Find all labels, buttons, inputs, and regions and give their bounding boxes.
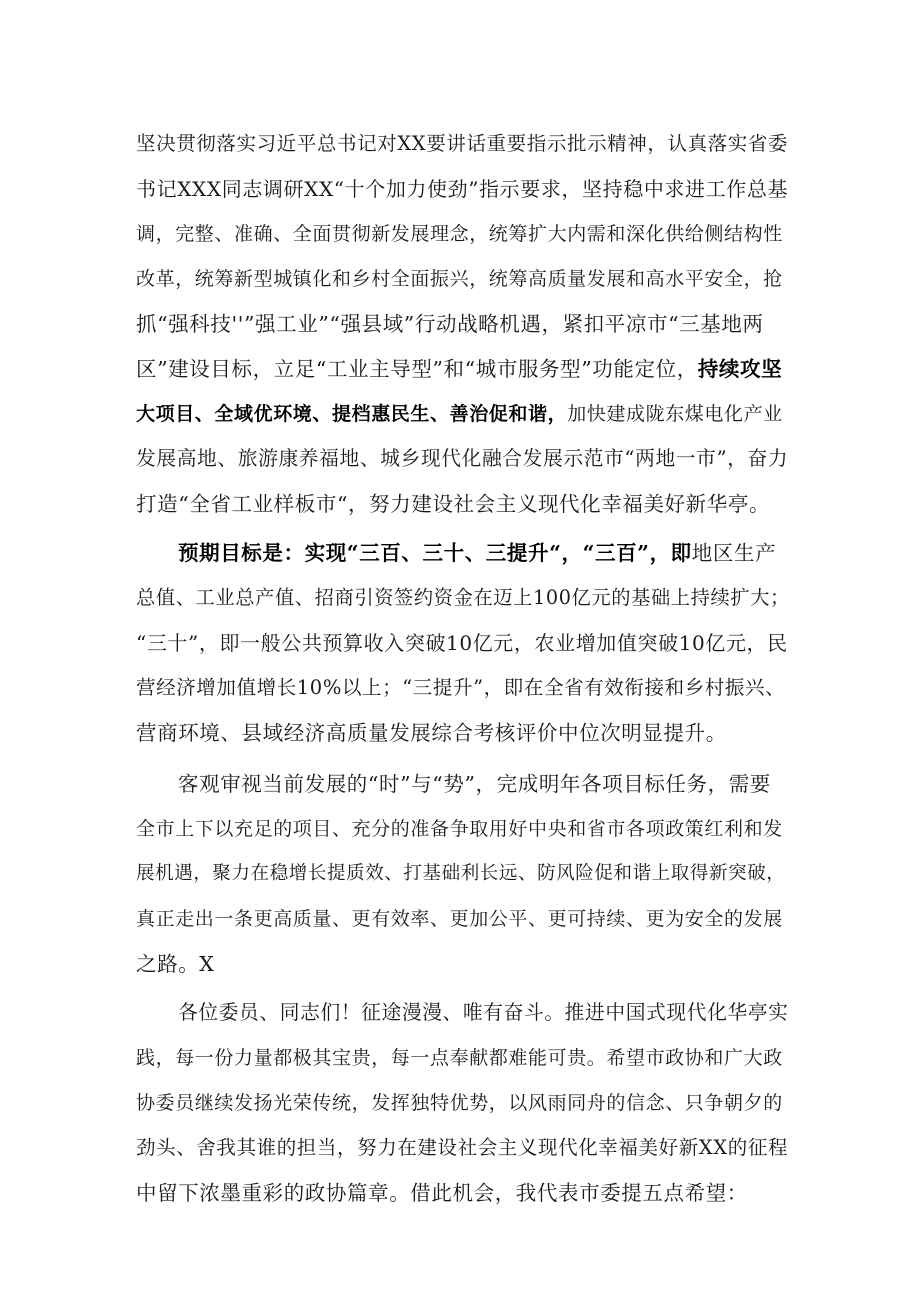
text-run: 展机遇，聚力在稳增长提质效、打基础利长远、防风险促和谐上取得新突破， xyxy=(136,863,786,884)
text-run: 发展高地、旅游康养福地、城乡现代化融合发展示范市“两地一市”，奋力 xyxy=(136,447,789,470)
text-run: 协委员继续发扬光荣传统，发挥独特优势，以风雨同舟的信念、只争朝夕的 xyxy=(136,1092,783,1114)
text-run-bold: 大项目、全域优环境、提档惠民生、善治促和谐， xyxy=(136,403,568,425)
text-run: 营经济增加值增长10%以上；“三提升”，即在全省有效衔接和乡村振兴、 xyxy=(136,676,786,699)
text-run: 之路。X xyxy=(136,952,215,976)
text-line xyxy=(136,716,727,750)
text-line xyxy=(136,1176,748,1210)
text-line xyxy=(136,442,788,476)
text-line xyxy=(178,767,771,801)
text-run: 加快建成陇东煤电化产业 xyxy=(567,403,783,425)
text-line xyxy=(136,217,783,251)
text-line xyxy=(136,902,783,936)
text-line xyxy=(136,1086,783,1120)
text-line xyxy=(136,352,782,386)
text-line xyxy=(136,172,788,206)
text-run: 打造“全省工业样板市“，努力建设社会主义现代化幸福美好新华亭。 xyxy=(136,492,771,516)
text-line xyxy=(136,262,783,296)
text-run: 区”建设目标，立足“工业主导型”和“城市服务型”功能定位， xyxy=(136,357,698,381)
text-run: 调，完整、准确、全面贯彻新发展理念，统筹扩大内需和深化供给侧结构性 xyxy=(136,223,783,245)
text-line xyxy=(178,996,789,1030)
text-run-bold: 预期目标是：实现“三百、三十、三提升“，“三百”，即 xyxy=(178,541,692,565)
text-line xyxy=(178,536,776,570)
text-run: 真正走出一条更高质量、更有效率、更加公平、更可持续、更为安全的发展 xyxy=(136,908,783,930)
text-run: 地区生产 xyxy=(691,541,777,565)
text-line xyxy=(136,1131,788,1165)
text-line xyxy=(136,812,783,846)
text-run-bold: 持续攻坚 xyxy=(697,357,783,381)
text-line xyxy=(136,947,215,981)
text-run: 书记XXX同志调研XX“十个加力使劲”指示要求，坚持稳中求进工作总基 xyxy=(136,177,789,201)
text-run: 坚决贯彻落实习近平总书记对XX要讲话重要指示批示精神，认真落实省委 xyxy=(136,132,789,155)
text-run: 劲头、舍我其谁的担当，努力在建设社会主义现代化幸福美好新XX的征程 xyxy=(136,1136,789,1159)
text-line xyxy=(136,581,790,615)
text-line xyxy=(136,857,785,891)
text-line xyxy=(136,671,785,705)
text-line xyxy=(136,127,788,161)
text-line xyxy=(136,626,788,660)
text-run: 各位委员、同志们！征途漫漫、唯有奋斗。推进中国式现代化华亭实 xyxy=(178,1001,789,1024)
text-run: “三十”，即一般公共预算收入突破10亿元，农业增加值突破10亿元，民 xyxy=(136,631,788,655)
text-line xyxy=(136,397,783,431)
text-run: 改革，统筹新型城镇化和乡村全面振兴，统筹高质量发展和高水平安全，抢 xyxy=(136,268,783,290)
text-line xyxy=(136,307,764,341)
text-run: 客观审视当前发展的“时”与“势”，完成明年各项目标任务，需要 xyxy=(178,772,771,796)
text-run: 践，每一份力量都极其宝贵，每一点奉献都难能可贵。希望市政协和广大政 xyxy=(136,1047,783,1069)
text-run: 全市上下以充足的项目、充分的准备争取用好中央和省市各项政策红利和发 xyxy=(136,818,783,840)
text-line xyxy=(136,1041,783,1075)
text-run: 抓“强科技''”强工业”“强县域”行动战略机遇，紧扣平凉市“三基地两 xyxy=(136,312,764,336)
text-line xyxy=(136,487,770,521)
text-run: 总值、工业总产值、招商引资签约资金在迈上100亿元的基础上持续扩大； xyxy=(136,586,790,609)
text-run: 中留下浓墨重彩的政协篇章。借此机会，我代表市委提五点希望： xyxy=(136,1181,748,1205)
text-run: 营商环境、县域经济高质量发展综合考核评价中位次明显提升。 xyxy=(136,721,727,745)
